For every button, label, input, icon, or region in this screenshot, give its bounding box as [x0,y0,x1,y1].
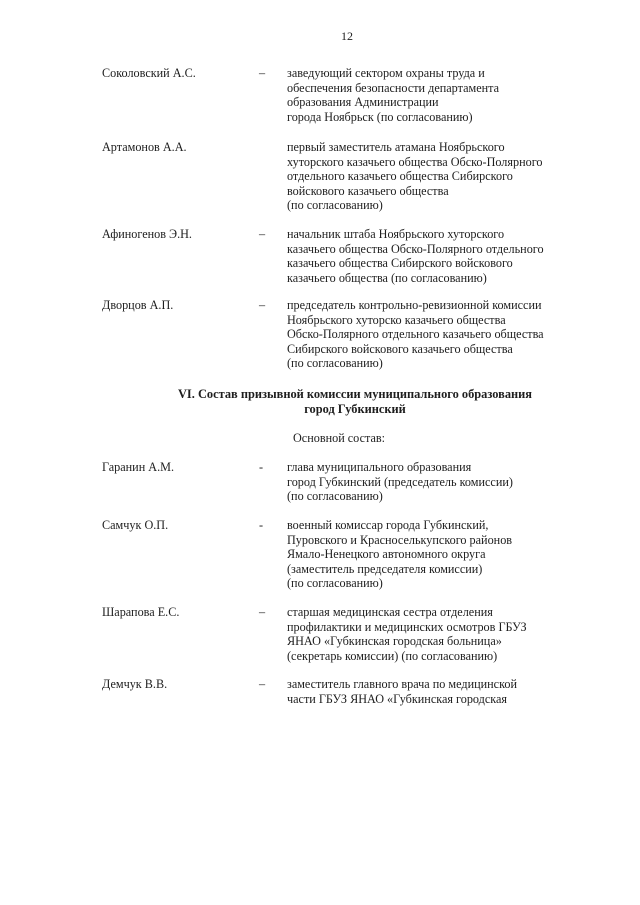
position-line: образования Администрации [287,95,439,110]
section-heading [0,387,640,416]
member-position [287,227,607,285]
position-line: первый заместитель атамана Ноябрьского [287,140,505,154]
position-line: ЯНАО «Губкинская городская больница» [287,634,502,649]
position-line: глава муниципального образования [287,460,472,474]
position-line: Ямало-Ненецкого автономного округа [287,547,486,562]
position-line: заведующий сектором охраны труда и [287,66,485,80]
position-line: старшая медицинская сестра отделения [287,605,493,619]
position-line: Ноябрьского хуторско казачьего общества [287,312,506,327]
position-line: заместитель главного врача по медицинской [287,677,518,691]
position-line: профилактики и медицинских осмотров ГБУЗ [287,619,527,634]
member-name: Дворцов А.П. [102,298,174,312]
member-position [287,298,607,371]
section-heading-line: VI. Состав призывной комиссии муниципального образования [177,387,533,401]
position-line: начальник штаба Ноябрьского хуторского [287,227,505,241]
member-name: Соколовский А.С. [102,66,196,80]
position-line: Сибирского войскового казачьего общества [287,341,513,356]
position-line: председатель контрольно-ревизионной комиссии [287,298,542,312]
position-line: (по согласованию) [287,489,383,504]
dash-separator: – [259,66,266,80]
position-line: Пуровского и Красноселькупского районов [287,532,513,547]
dash-separator: – [259,227,266,241]
member-position [287,140,607,213]
dash-separator: - [259,518,264,532]
position-line: Обско-Полярного отдельного казачьего общества [287,327,544,342]
position-line: (по согласованию) [287,198,383,213]
position-line: войскового казачьего общества [287,183,449,198]
position-line: города Ноябрьск (по согласованию) [287,109,473,124]
section-heading-line: город Губкинский [304,401,406,416]
position-line: город Губкинский (председатель комиссии) [287,474,513,489]
page-number: 12 [341,29,353,43]
position-line: казачьего общества Обско-Полярного отдельного [287,241,544,256]
member-name: Гаранин А.М. [102,460,174,474]
position-line: (заместитель председателя комиссии) [287,561,483,576]
member-name: Самчук О.П. [102,518,169,532]
position-line: (секретарь комиссии) (по согласованию) [287,648,498,663]
member-position [287,605,607,663]
position-line: казачьего общества Сибирского войскового [287,256,513,271]
member-name: Артамонов А.А. [102,140,187,154]
position-line: военный комиссар города Губкинский, [287,518,489,532]
member-name: Демчук В.В. [102,677,168,691]
position-line: казачьего общества (по согласованию) [287,270,487,285]
member-position [287,518,607,591]
dash-separator: – [259,298,266,312]
member-position [287,460,607,504]
member-name: Афиногенов Э.Н. [102,227,192,241]
position-line: хуторского казачьего общества Обско-Полярного [287,154,543,169]
dash-separator: – [259,677,266,691]
position-line: части ГБУЗ ЯНАО «Губкинская городская [287,691,508,706]
member-position [287,66,607,124]
member-position [287,677,607,706]
dash-separator: - [259,460,264,474]
position-line: (по согласованию) [287,356,383,371]
section-subheading: Основной состав: [293,431,386,445]
position-line: отдельного казачьего общества Сибирского [287,169,513,184]
position-line: (по согласованию) [287,576,383,591]
member-name: Шарапова Е.С. [102,605,180,619]
dash-separator: – [259,605,266,619]
position-line: обеспечения безопасности департамента [287,80,500,95]
